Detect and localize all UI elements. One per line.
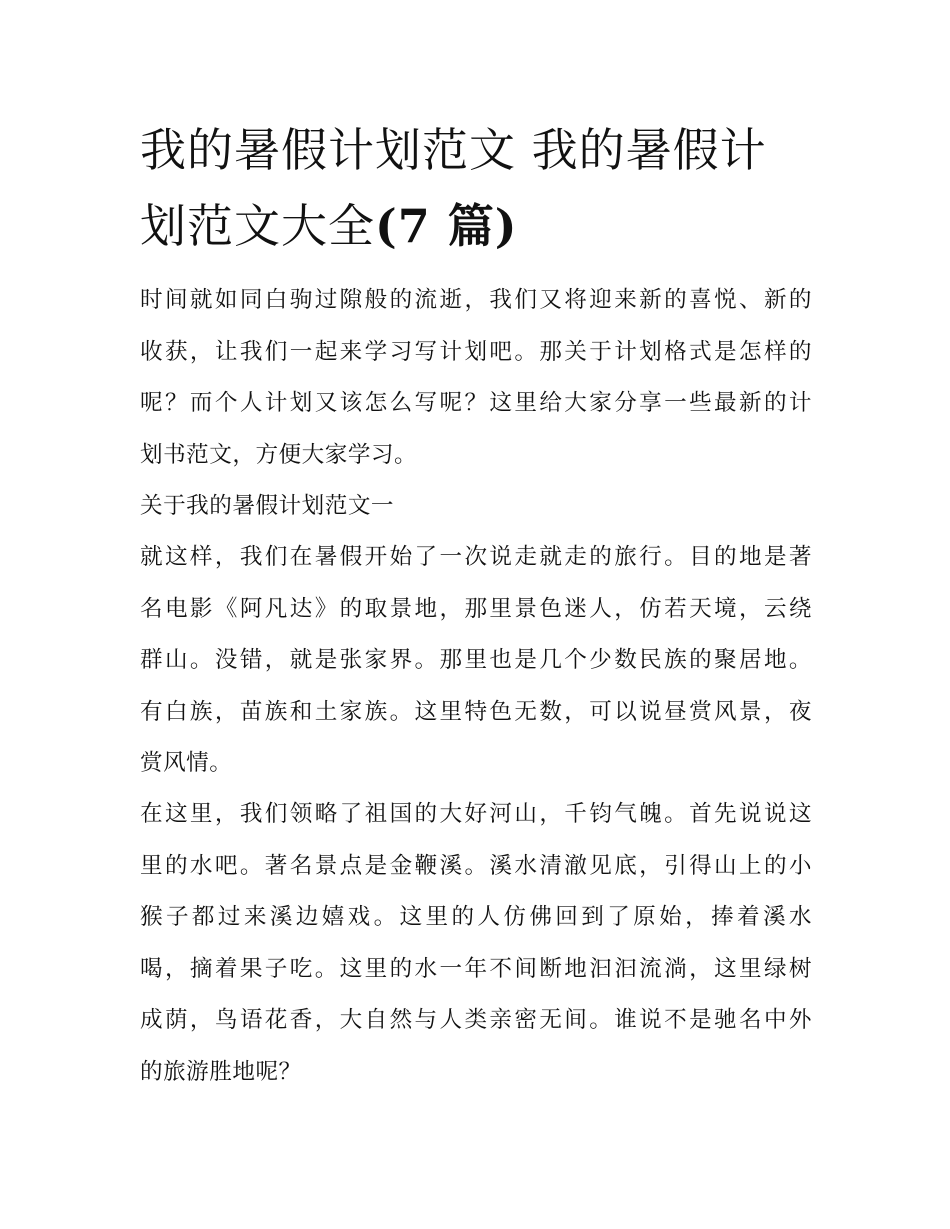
paragraph-1-line: 有白族，苗族和土家族。这里特色无数，可以说昼赏风景，夜 [140,698,812,725]
intro-paragraph [140,275,812,481]
section-heading [140,481,812,533]
paragraph-1-line: 群山。没错，就是张家界。那里也是几个少数民族的聚居地。 [140,647,812,673]
paragraph-1 [140,532,812,790]
paragraph-2-line: 在这里，我们领略了祖国的大好河山，千钧气魄。首先说说这 [140,801,812,827]
paragraph-2-line: 里的水吧。著名景点是金鞭溪。溪水清澈见底，引得山上的小 [140,852,812,879]
intro-line: 呢？而个人计划又该怎么写呢？这里给大家分享一些最新的计 [140,390,812,416]
paragraph-2-line: 猴子都过来溪边嬉戏。这里的人仿佛回到了原始，捧着溪水 [140,904,812,930]
paragraph-1-line: 就这样，我们在暑假开始了一次说走就走的旅行。目的地是著 [140,544,812,570]
intro-line: 时间就如同白驹过隙般的流逝，我们又将迎来新的喜悦、新的 [140,287,812,313]
title-part-1: 我的暑假计划范文 我的暑假计 [140,123,767,177]
intro-line: 收获，让我们一起来学习写计划吧。那关于计划格式是怎样的 [140,338,812,365]
intro-line: 划书范文，方便大家学习。 [140,441,418,468]
paragraph-2-line: 成荫，鸟语花香，大自然与人类亲密无间。谁说不是驰名中外 [140,1007,812,1033]
paragraph-2 [140,789,812,1098]
section-heading-text: 关于我的暑假计划范文一 [140,493,395,519]
paragraph-2-line: 的旅游胜地呢？ [140,1058,302,1085]
document-title [140,112,812,264]
paragraph-1-line: 名电影《阿凡达》的取景地，那里景色迷人，仿若天境，云绕 [140,595,812,622]
title-part-3: (7 篇) [375,199,518,253]
title-part-2: 划范文大全 [140,199,375,253]
paragraph-2-line: 喝，摘着果子吃。这里的水一年不间断地汩汩流淌，这里绿树 [140,955,812,982]
paragraph-1-line: 赏风情。 [140,750,233,776]
